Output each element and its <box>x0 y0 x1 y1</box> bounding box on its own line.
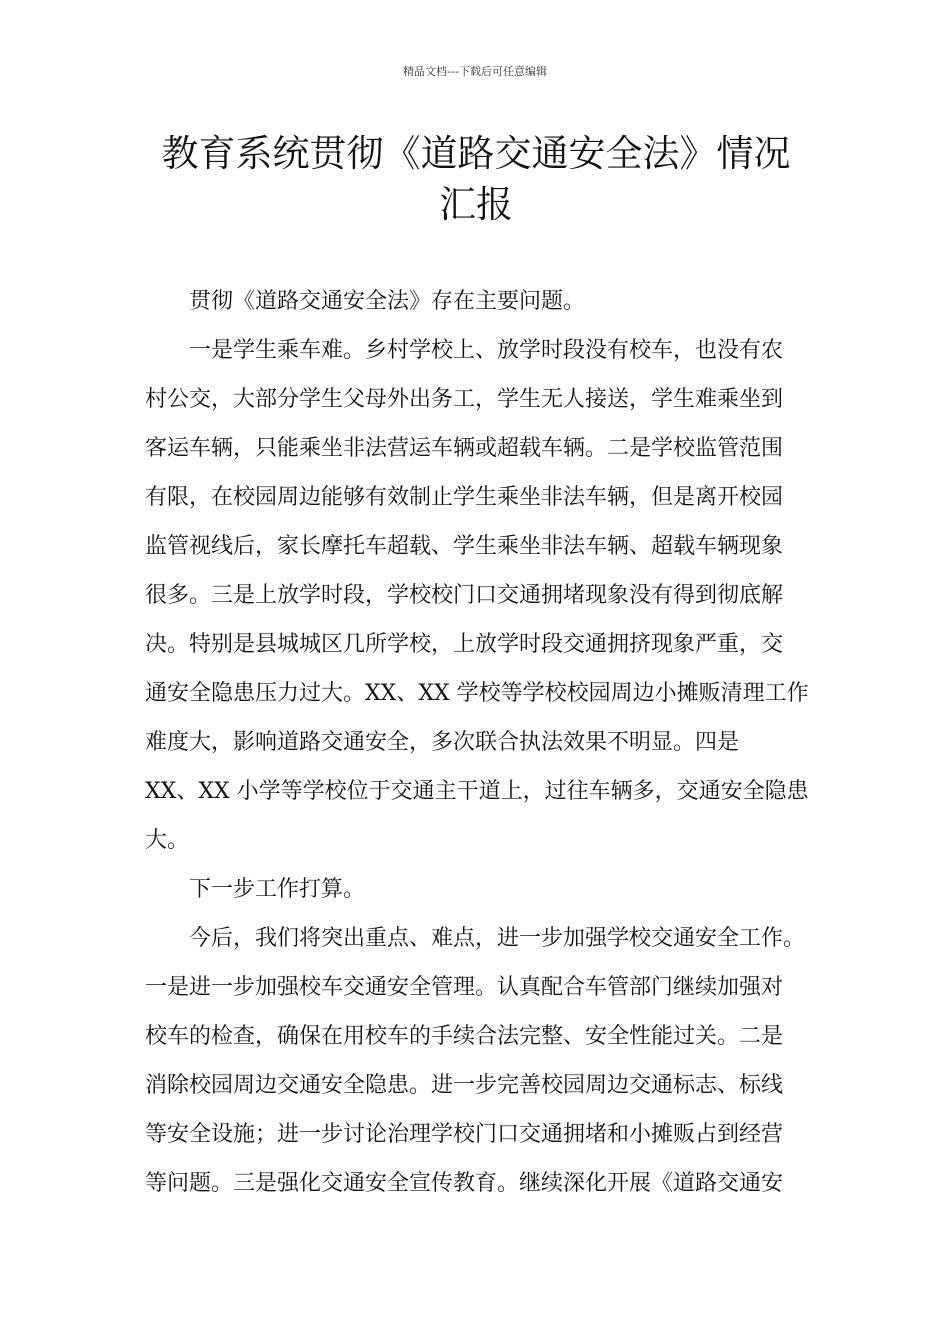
text-line: 等问题。三是强化交通安全宣传教育。继续深化开展《道路交通安 <box>145 1171 784 1196</box>
text-line: 难度大，影响道路交通安全，多次联合执法效果不明显。四是 <box>145 730 740 755</box>
text-line: 消除校园周边交通安全隐患。进一步完善校园周边交通标志、标线 <box>145 1073 784 1098</box>
text-line: 贯彻《道路交通安全法》存在主要问题。 <box>189 289 586 314</box>
text-line: 监管视线后，家长摩托车超载、学生乘坐非法车辆、超载车辆现象 <box>145 534 784 559</box>
text-line: 等安全设施；进一步讨论治理学校门口交通拥堵和小摊贩占到经营 <box>145 1122 784 1147</box>
text-line: 下一步工作打算。 <box>189 877 366 902</box>
paragraph-problems-heading <box>145 277 807 326</box>
text-line: 客运车辆，只能乘坐非法营运车辆或超载车辆。二是学校监管范围 <box>145 436 784 461</box>
text-line: 一是进一步加强校车交通安全管理。认真配合车管部门继续加强对 <box>145 975 784 1000</box>
document-body <box>145 277 807 1208</box>
text-line: 通安全隐患压力过大。XX、XX 学校等学校校园周边小摊贩清理工作 <box>145 681 809 706</box>
text-line: 今后，我们将突出重点、难点，进一步加强学校交通安全工作。 <box>189 926 806 951</box>
text-line: 很多。三是上放学时段，学校校门口交通拥堵现象没有得到彻底解 <box>145 583 784 608</box>
text-line: 村公交，大部分学生父母外出务工，学生无人接送，学生难乘坐到 <box>145 387 784 412</box>
paragraph-next-steps-heading <box>145 865 807 914</box>
text-line: XX、XX 小学等学校位于交通主干道上，过往车辆多，交通安全隐患 <box>145 779 809 804</box>
paragraph-problems <box>145 326 807 865</box>
text-line: 大。 <box>145 828 190 853</box>
document-title <box>145 128 807 230</box>
paragraph-next-steps <box>145 914 807 1208</box>
title-line-2: 汇报 <box>439 183 513 226</box>
text-line: 一是学生乘车难。乡村学校上、放学时段没有校车，也没有农 <box>189 338 784 363</box>
text-line: 决。特别是县城城区几所学校，上放学时段交通拥挤现象严重，交 <box>145 632 784 657</box>
header-note: 精品文档---下载后可任意编辑 <box>403 65 547 78</box>
title-line-1: 教育系统贯彻《道路交通安全法》情况 <box>161 132 791 175</box>
text-line: 有限，在校园周边能够有效制止学生乘坐非法车辆，但是离开校园 <box>145 485 784 510</box>
text-line: 校车的检查，确保在用校车的手续合法完整、安全性能过关。二是 <box>145 1024 784 1049</box>
